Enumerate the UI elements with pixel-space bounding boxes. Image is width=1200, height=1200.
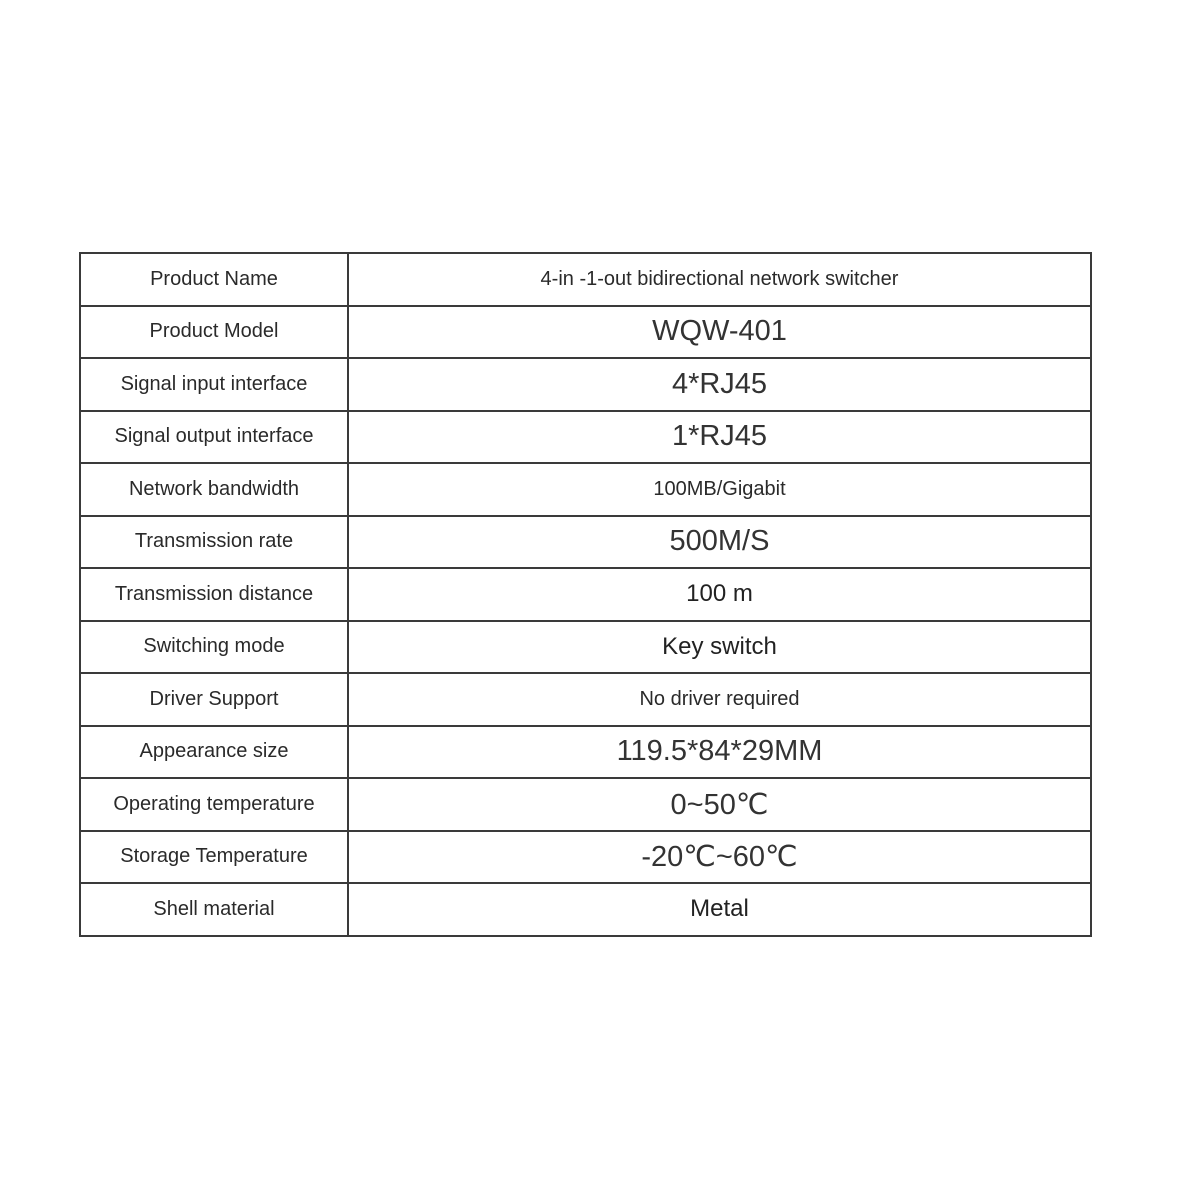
table-row — [80, 883, 1091, 936]
spec-value: 4*RJ45 — [348, 358, 1091, 411]
spec-label: Switching mode — [80, 621, 348, 674]
table-row — [80, 411, 1091, 464]
spec-label: Network bandwidth — [80, 463, 348, 516]
table-row — [80, 673, 1091, 726]
spec-value: WQW-401 — [348, 306, 1091, 359]
spec-label: Signal output interface — [80, 411, 348, 464]
table-row — [80, 831, 1091, 884]
spec-label: Transmission distance — [80, 568, 348, 621]
spec-label: Shell material — [80, 883, 348, 936]
spec-value: 119.5*84*29MM — [348, 726, 1091, 779]
spec-value: 4-in -1-out bidirectional network switcher — [348, 253, 1091, 306]
table-row — [80, 306, 1091, 359]
spec-label: Product Name — [80, 253, 348, 306]
spec-value: Metal — [348, 883, 1091, 936]
spec-value: -20℃~60℃ — [348, 831, 1091, 884]
spec-label: Transmission rate — [80, 516, 348, 569]
spec-label: Appearance size — [80, 726, 348, 779]
table-row — [80, 358, 1091, 411]
spec-value: 1*RJ45 — [348, 411, 1091, 464]
spec-value: Key switch — [348, 621, 1091, 674]
table-row — [80, 516, 1091, 569]
table-row — [80, 726, 1091, 779]
spec-label: Product Model — [80, 306, 348, 359]
table-row — [80, 568, 1091, 621]
table-row — [80, 778, 1091, 831]
table-row — [80, 621, 1091, 674]
spec-label: Signal input interface — [80, 358, 348, 411]
spec-label: Driver Support — [80, 673, 348, 726]
spec-value: 100MB/Gigabit — [348, 463, 1091, 516]
spec-table — [79, 252, 1092, 937]
spec-value: 100 m — [348, 568, 1091, 621]
spec-value: No driver required — [348, 673, 1091, 726]
spec-value: 500M/S — [348, 516, 1091, 569]
spec-value: 0~50℃ — [348, 778, 1091, 831]
table-row — [80, 463, 1091, 516]
spec-label: Operating temperature — [80, 778, 348, 831]
spec-label: Storage Temperature — [80, 831, 348, 884]
table-row — [80, 253, 1091, 306]
